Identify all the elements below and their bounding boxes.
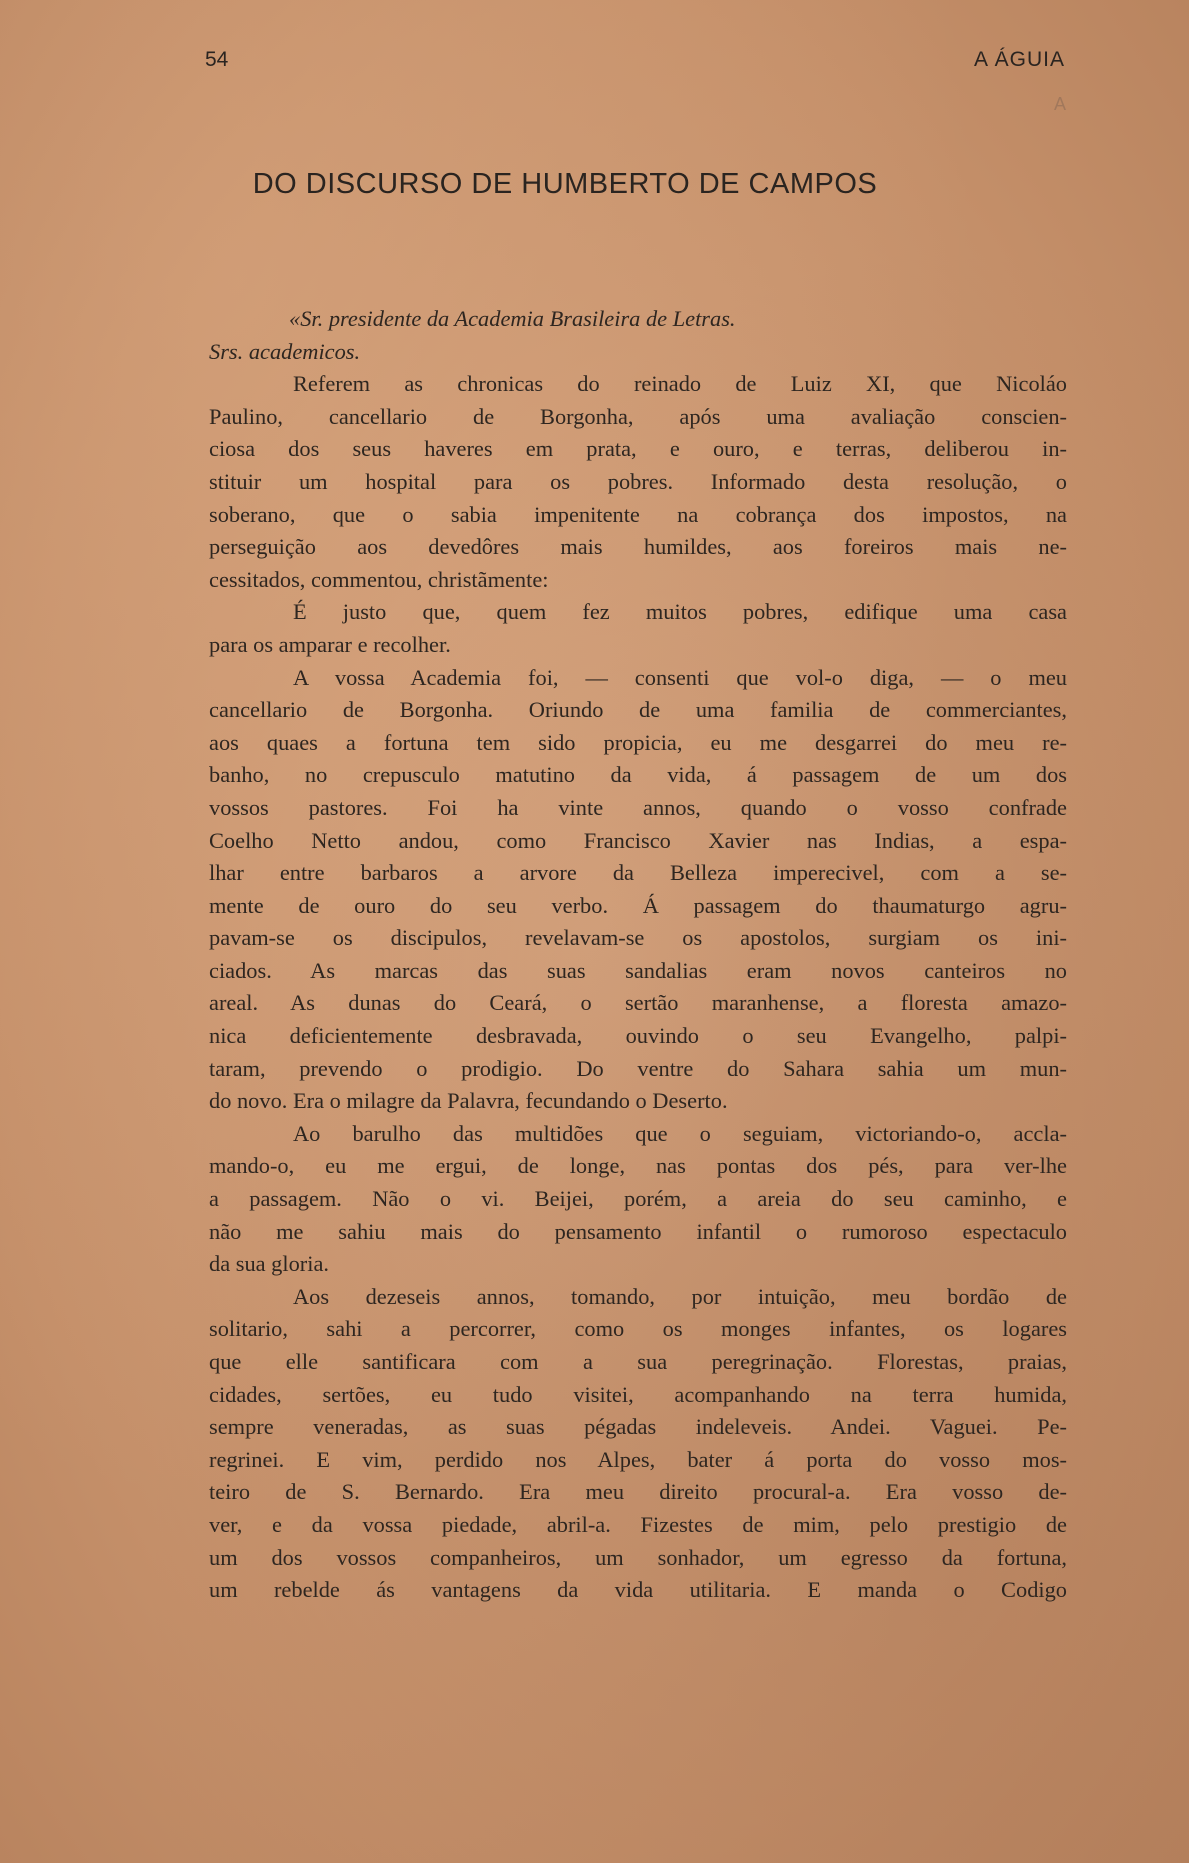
- body-line: para os amparar e recolher.: [209, 631, 451, 657]
- body-line: vossos pastores. Foi ha vinte annos, quando o vosso confrade: [209, 794, 1067, 820]
- body-line: do novo. Era o milagre da Palavra, fecundando o Deserto.: [209, 1088, 728, 1114]
- body-line: um dos vossos companheiros, um sonhador, um egresso da fortuna,: [209, 1544, 1067, 1570]
- body-line: soberano, que o sabia impenitente na cobrança dos impostos, na: [209, 501, 1067, 527]
- body-line: cancellario de Borgonha. Oriundo de uma familia de commerciantes,: [209, 697, 1067, 723]
- journal-title: A ÁGUIA: [973, 48, 1065, 71]
- body-line: mente de ouro do seu verbo. Á passagem do thaumaturgo agru-: [209, 892, 1067, 918]
- body-line: a passagem. Não o vi. Beijei, porém, a areia do seu caminho, e: [209, 1186, 1067, 1212]
- body-line: Aos dezeseis annos, tomando, por intuição, meu bordão de: [293, 1283, 1067, 1309]
- body-line: sempre veneradas, as suas pégadas indeleveis. Andei. Vaguei. Pe-: [209, 1414, 1067, 1440]
- body-line: Paulino, cancellario de Borgonha, após uma avaliação conscien-: [209, 403, 1067, 429]
- page-number: 54: [205, 48, 229, 71]
- body-line: taram, prevendo o prodigio. Do ventre do Sahara sahia um mun-: [209, 1055, 1067, 1081]
- body-line: pavam-se os discipulos, revelavam-se os apostolos, surgiam os ini-: [209, 925, 1067, 951]
- body-line: cidades, sertões, eu tudo visitei, acompanhando na terra humida,: [209, 1381, 1067, 1407]
- body-line: teiro de S. Bernardo. Era meu direito procural-a. Era vosso de-: [209, 1479, 1067, 1505]
- body-line: Referem as chronicas do reinado de Luiz XI, que Nicoláo: [293, 371, 1067, 397]
- salutation-line: Srs. academicos.: [209, 338, 361, 364]
- body-line: lhar entre barbaros a arvore da Belleza imperecivel, com a se-: [209, 860, 1067, 886]
- body-line: stituir um hospital para os pobres. Informado desta resolução, o: [209, 468, 1067, 494]
- body-line: cessitados, commentou, christãmente:: [209, 566, 549, 592]
- body-line: não me sahiu mais do pensamento infantil o rumoroso espectaculo: [209, 1218, 1067, 1244]
- article-title: DO DISCURSO DE HUMBERTO DE CAMPOS: [252, 168, 878, 200]
- body-line: A vossa Academia foi, — consenti que vol-o diga, — o meu: [293, 664, 1067, 690]
- body-line: um rebelde ás vantagens da vida utilitaria. E manda o Codigo: [209, 1577, 1067, 1603]
- body-line: ver, e da vossa piedade, abril-a. Fizestes de mim, pelo prestigio de: [209, 1511, 1067, 1537]
- body-line: ciados. As marcas das suas sandalias eram novos canteiros no: [209, 957, 1067, 983]
- body-line: Ao barulho das multidões que o seguiam, victoriando-o, accla-: [293, 1120, 1067, 1146]
- stray-mark: A: [1054, 94, 1067, 114]
- body-line: mando-o, eu me ergui, de longe, nas pontas dos pés, para ver-lhe: [209, 1153, 1067, 1179]
- body-line: É justo que, quem fez muitos pobres, edifique uma casa: [293, 599, 1067, 625]
- body-line: da sua gloria.: [209, 1251, 329, 1277]
- body-line: regrinei. E vim, perdido nos Alpes, bater á porta do vosso mos-: [209, 1446, 1067, 1472]
- body-line: ciosa dos seus haveres em prata, e ouro, e terras, deliberou in-: [209, 436, 1067, 462]
- body-line: perseguição aos devedôres mais humildes, aos foreiros mais ne-: [209, 534, 1067, 560]
- body-line: banho, no crepusculo matutino da vida, á passagem de um dos: [209, 762, 1067, 788]
- running-head: [205, 48, 1065, 78]
- body-line: Coelho Netto andou, como Francisco Xavier nas Indias, a espa-: [209, 827, 1067, 853]
- salutation-line: «Sr. presidente da Academia Brasileira de Letras.: [289, 306, 736, 331]
- article-body: [209, 303, 1067, 1607]
- body-line: solitario, sahi a percorrer, como os monges infantes, os logares: [209, 1316, 1067, 1342]
- body-line: nica deficientemente desbravada, ouvindo o seu Evangelho, palpi-: [209, 1023, 1067, 1049]
- body-line: areal. As dunas do Ceará, o sertão maranhense, a floresta amazo-: [209, 990, 1067, 1016]
- body-line: aos quaes a fortuna tem sido propicia, eu me desgarrei do meu re-: [209, 729, 1067, 755]
- body-line: que elle santificara com a sua peregrinação. Florestas, praias,: [209, 1349, 1067, 1374]
